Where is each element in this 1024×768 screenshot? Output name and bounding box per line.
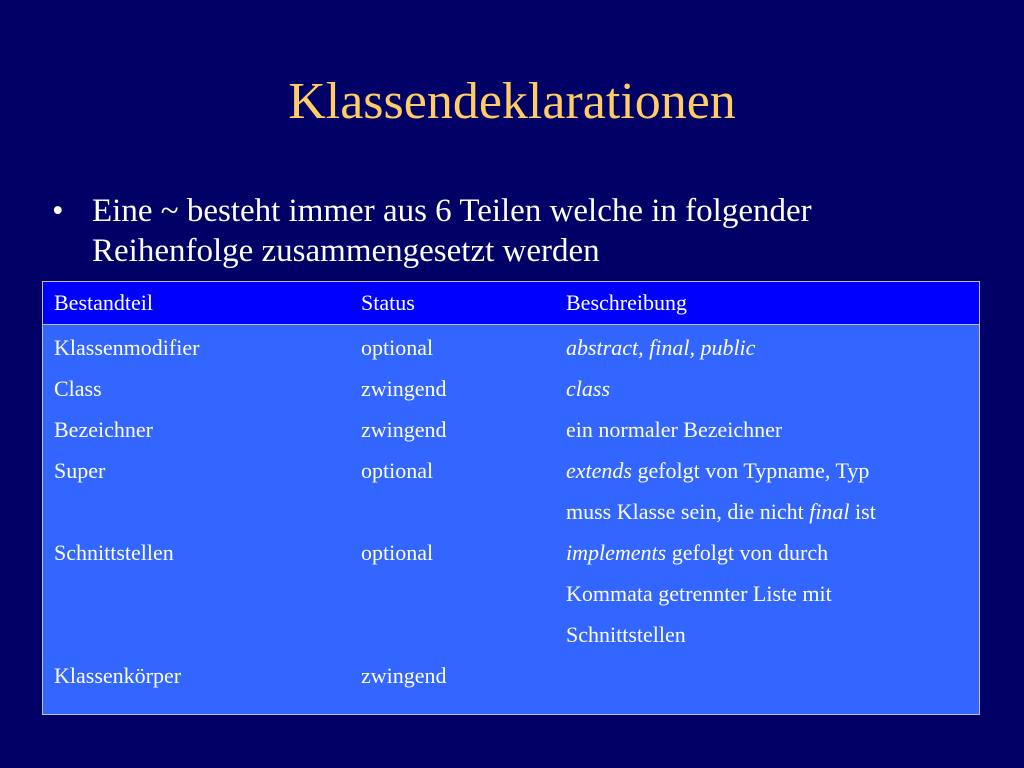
bullet-dot: • bbox=[52, 193, 64, 229]
header-beschreibung: Beschreibung bbox=[566, 290, 687, 315]
cell-bestandteil: Schnittstellen bbox=[54, 540, 174, 565]
cell-status: optional bbox=[361, 540, 434, 565]
cell-bestandteil: Klassenmodifier bbox=[54, 335, 200, 360]
cell-status: optional bbox=[361, 335, 434, 360]
cell-bestandteil: Super bbox=[54, 458, 106, 483]
bullet-line-1: Eine ~ besteht immer aus 6 Teilen welche in folgender bbox=[92, 193, 812, 229]
bullet-line-2: Reihenfolge zusammengesetzt werden bbox=[92, 233, 600, 269]
cell-status: optional bbox=[361, 458, 434, 483]
cell-beschreibung: extends gefolgt von Typname, Typ bbox=[566, 458, 870, 483]
cell-beschreibung: Kommata getrennter Liste mit bbox=[566, 581, 832, 606]
slide-title: Klassendeklarationen bbox=[288, 73, 736, 130]
cell-status: zwingend bbox=[361, 663, 447, 688]
header-status: Status bbox=[361, 290, 415, 315]
cell-beschreibung: abstract, final, public bbox=[566, 335, 756, 360]
table-header-row bbox=[43, 282, 979, 325]
cell-beschreibung: implements gefolgt von durch bbox=[566, 540, 829, 565]
cell-beschreibung: ein normaler Bezeichner bbox=[566, 417, 783, 442]
bullet-text bbox=[92, 191, 992, 271]
cell-bestandteil: Klassenkörper bbox=[54, 663, 182, 688]
header-bestandteil: Bestandteil bbox=[54, 290, 153, 315]
cell-beschreibung: Schnittstellen bbox=[566, 622, 686, 647]
cell-bestandteil: Class bbox=[54, 376, 102, 401]
cell-beschreibung: muss Klasse sein, die nicht final ist bbox=[566, 499, 876, 524]
cell-status: zwingend bbox=[361, 417, 447, 442]
components-table bbox=[42, 281, 980, 715]
cell-status: zwingend bbox=[361, 376, 447, 401]
cell-bestandteil: Bezeichner bbox=[54, 417, 153, 442]
cell-beschreibung: class bbox=[566, 376, 610, 401]
